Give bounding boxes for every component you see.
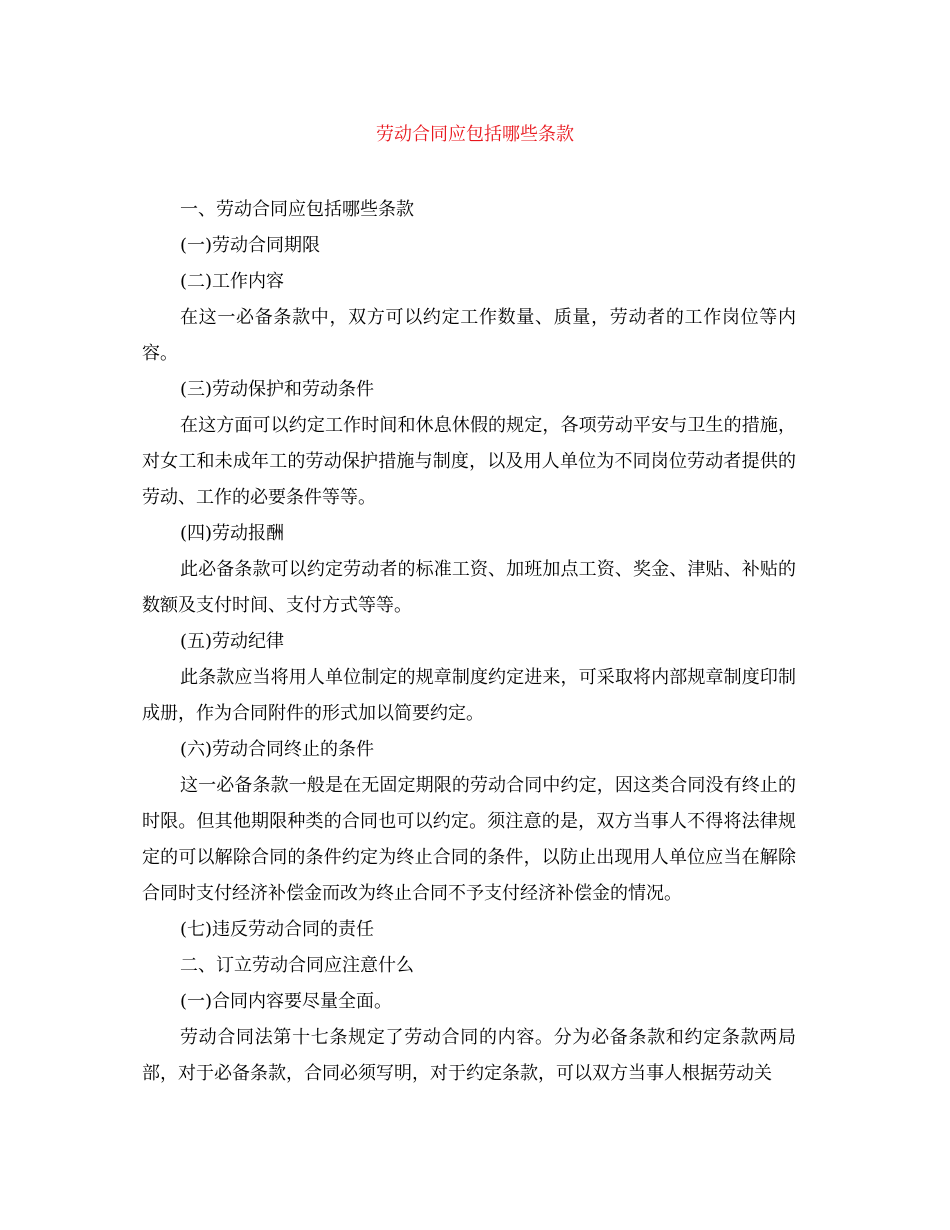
document-title: 劳动合同应包括哪些条款 (376, 124, 574, 145)
clause-paragraph: 这一必备条款一般是在无固定期限的劳动合同中约定，因这类合同没有终止的时限。但其他期限种类的合同也可以约定。须注意的是，双方当事人不得将法律规定的可以解除合同的条件约定为终止合同的条件，以防止出现用人单位应当在解除合同时支付经济补偿金而改为终止合同不予支付经济补偿金的情况。 (142, 775, 796, 904)
clause-heading: (二)工作内容 (180, 271, 285, 292)
clause-heading: (五)劳动纪律 (180, 631, 285, 652)
clause-heading: (七)违反劳动合同的责任 (180, 919, 375, 940)
clause-heading: (六)劳动合同终止的条件 (180, 739, 375, 760)
section-heading: 二、订立劳动合同应注意什么 (180, 955, 414, 976)
clause-paragraph: 劳动合同法第十七条规定了劳动合同的内容。分为必备条款和约定条款两局部，对于必备条款，合同必须写明，对于约定条款，可以双方当事人根据劳动关 (142, 1027, 796, 1084)
document-body (142, 192, 796, 1092)
section-heading: 一、劳动合同应包括哪些条款 (180, 199, 414, 220)
clause-paragraph: 此必备条款可以约定劳动者的标准工资、加班加点工资、奖金、津贴、补贴的数额及支付时间、支付方式等等。 (142, 559, 796, 616)
clause-heading: (一)劳动合同期限 (180, 235, 321, 256)
clause-paragraph: 在这一必备条款中，双方可以约定工作数量、质量，劳动者的工作岗位等内容。 (142, 307, 796, 364)
clause-paragraph: 在这方面可以约定工作时间和休息休假的规定，各项劳动平安与卫生的措施，对女工和未成年工的劳动保护措施与制度，以及用人单位为不同岗位劳动者提供的劳动、工作的必要条件等等。 (142, 415, 796, 508)
clause-heading: (一)合同内容要尽量全面。 (180, 991, 393, 1012)
clause-heading: (四)劳动报酬 (180, 523, 285, 544)
clause-paragraph: 此条款应当将用人单位制定的规章制度约定进来，可采取将内部规章制度印制成册，作为合同附件的形式加以简要约定。 (142, 667, 796, 724)
clause-heading: (三)劳动保护和劳动条件 (180, 379, 375, 400)
